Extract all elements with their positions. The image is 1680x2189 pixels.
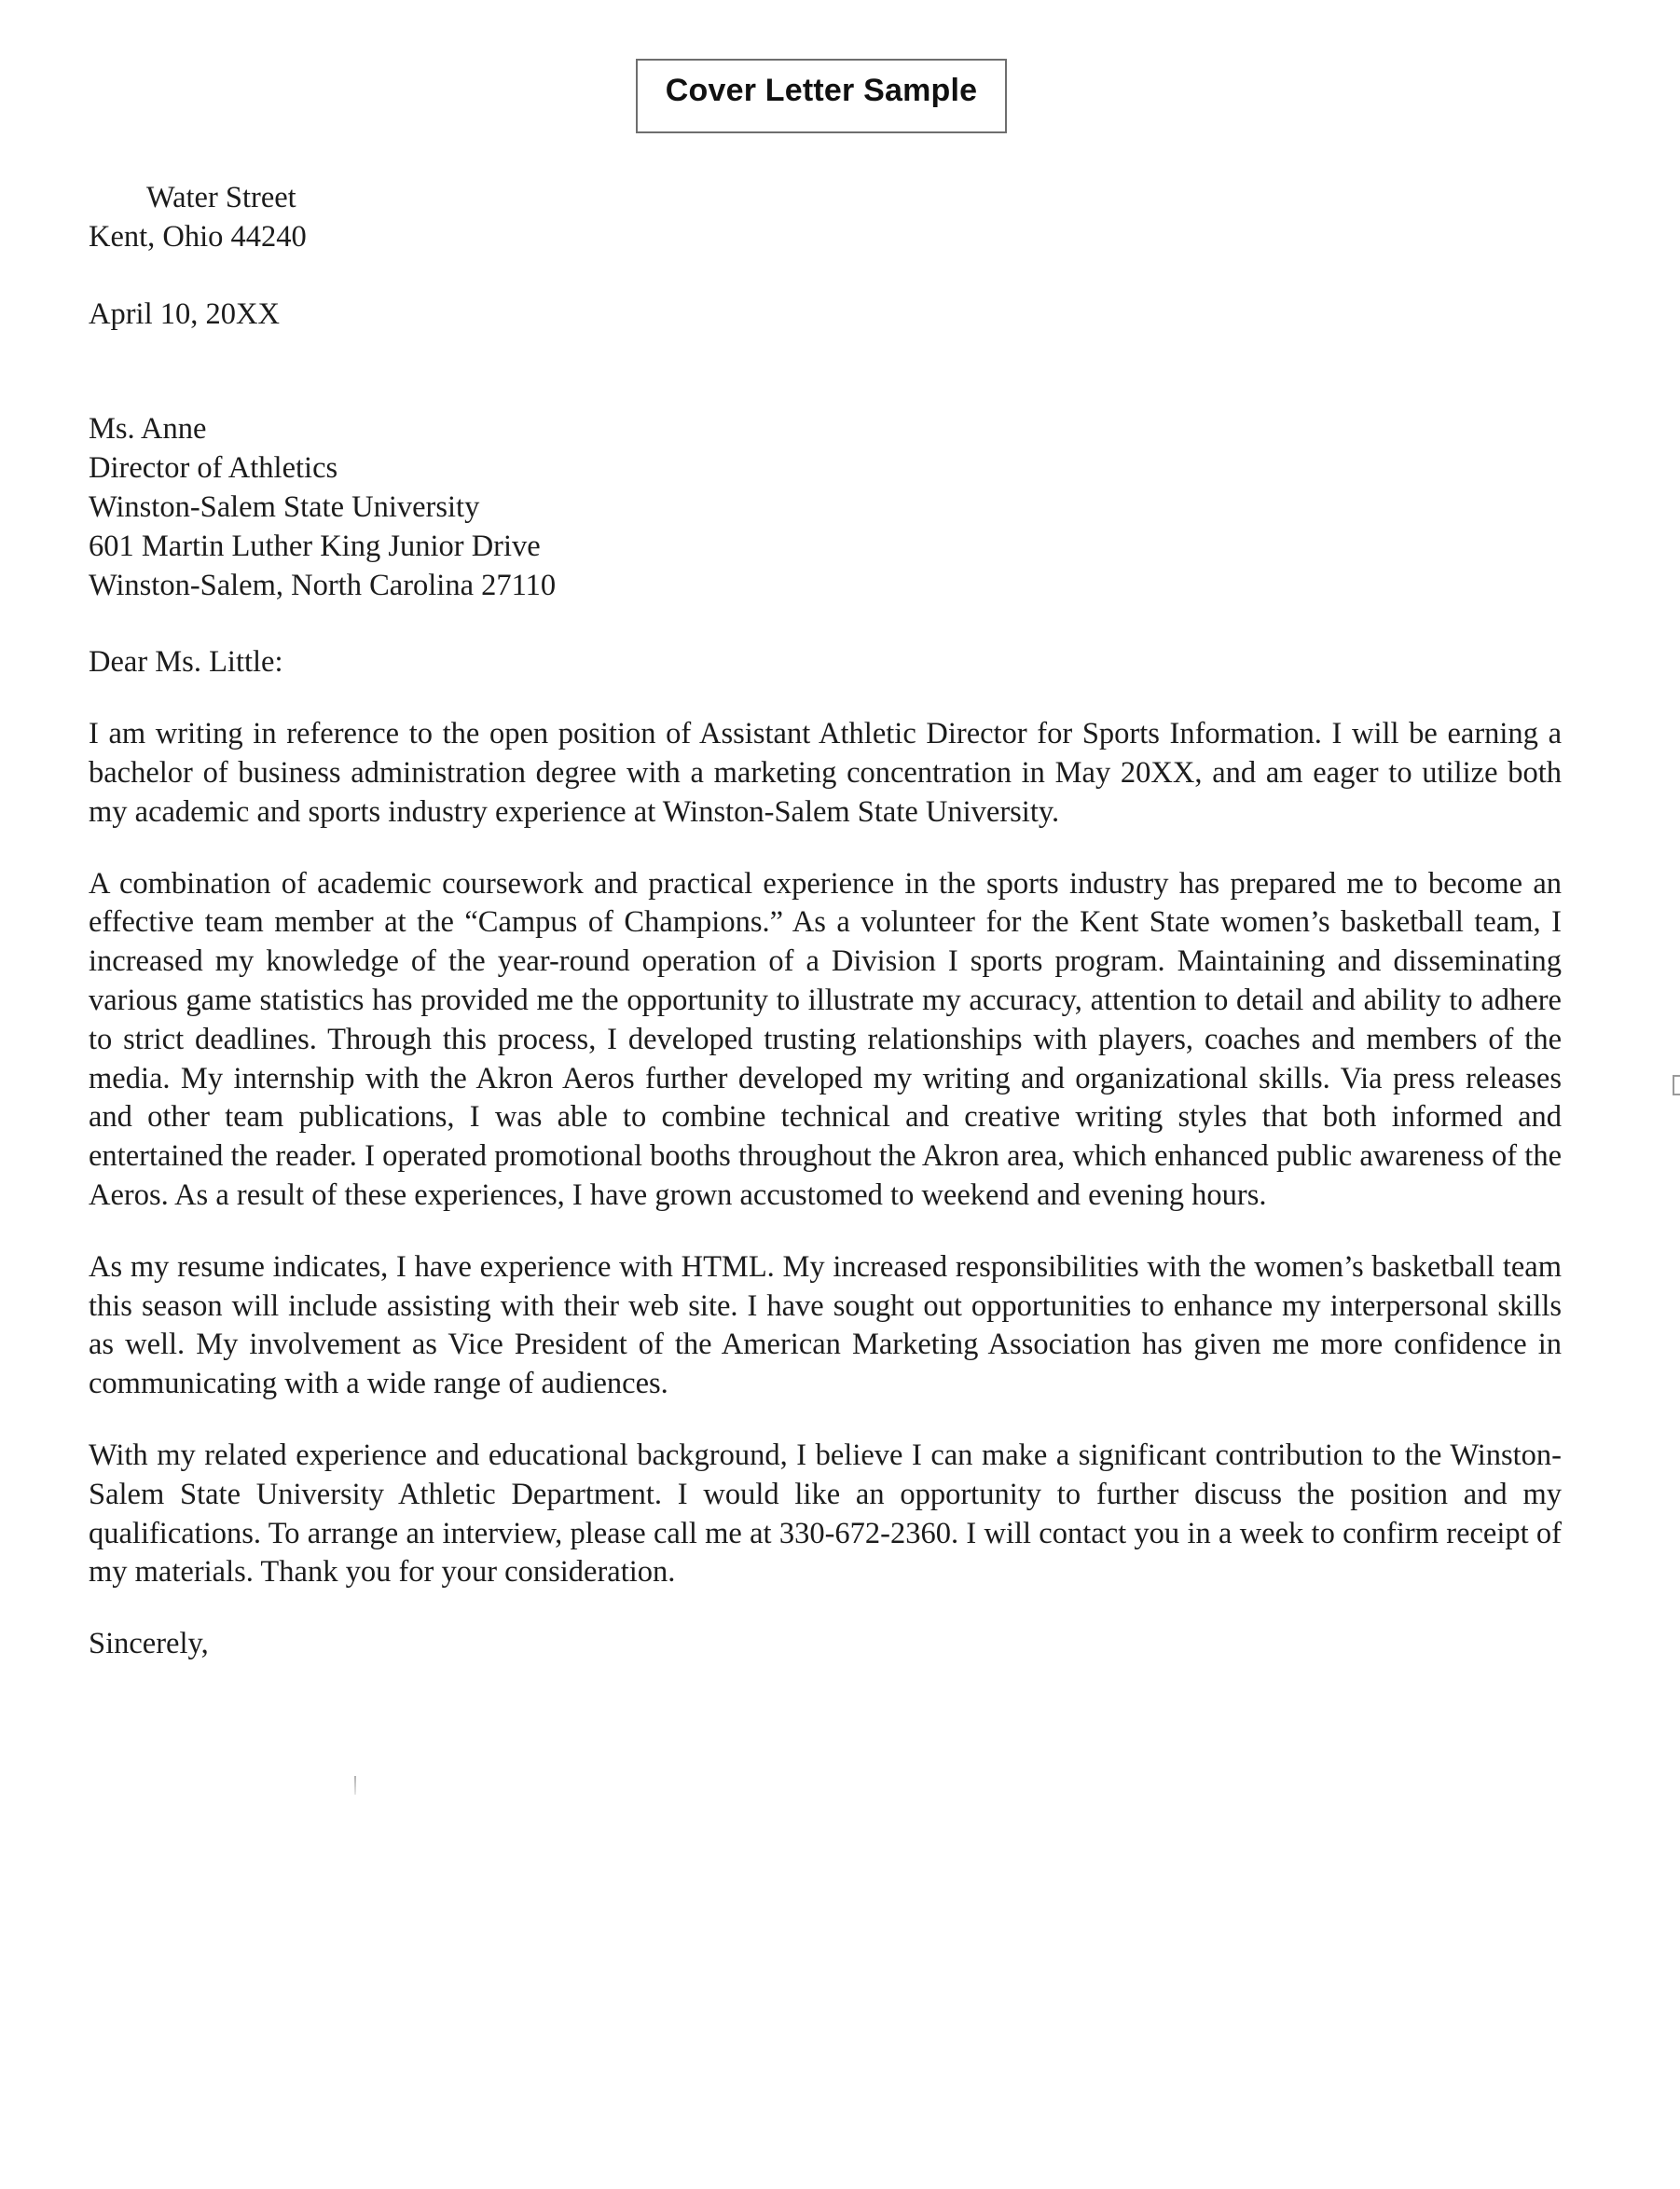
sender-city: Kent, Ohio 44240: [89, 219, 307, 254]
recipient-address: [89, 410, 1571, 605]
recipient-street: 601 Martin Luther King Junior Drive: [89, 529, 541, 563]
letter-date: April 10, 20XX: [89, 296, 280, 331]
body-paragraph-3: As my resume indicates, I have experience with HTML. My increased responsibilities with the women’s basketball team this season will include assisting with their web site. I have sought out opportunities to enhance my interpersonal skills as well. My involvement as Vice President of the American Marketing Association has given me more confidence in communicating with a wide range of audiences.: [89, 1249, 1562, 1401]
closing: Sincerely,: [89, 1627, 209, 1661]
body-paragraph-1: I am writing in reference to the open position of Assistant Athletic Director for Sports Information. I will be earning a bachelor of business administration degree with a marketing concentration in May 20XX, and am eager to utilize both my academic and sports industry experience at Winston-Salem State University.: [89, 717, 1562, 829]
sender-address: [89, 179, 1571, 257]
document-title: Cover Letter Sample: [665, 73, 978, 108]
title-box: [636, 59, 1007, 133]
letter-body: [89, 179, 1571, 1664]
recipient-city: Winston-Salem, North Carolina 27110: [89, 568, 557, 602]
page-edge-bracket-mark: [1673, 1075, 1680, 1095]
signature-tick-mark: [354, 1776, 356, 1795]
recipient-organization: Winston-Salem State University: [89, 489, 480, 524]
body-paragraph-2: A combination of academic coursework and practical experience in the sports industry has prepared me to become an effective team member at the “Campus of Champions.” As a volunteer for the Kent State women’s basketball team, I increased my knowledge of the year-round operation of a Division I sports program. Maintaining and disseminating various game statistics has provided me the opportunity to illustrate my accuracy, attention to detail and ability to adhere to strict deadlines. Through this process, I developed trusting relationships with players, coaches and members of the media. My internship with the Akron Aeros further developed my writing and organizational skills. Via press releases and other team publications, I was able to combine technical and creative writing styles that both informed and entertained the reader. I operated promotional booths throughout the Akron area, which enhanced public awareness of the Aeros. As a result of these experiences, I have grown accustomed to weekend and evening hours.: [89, 866, 1562, 1212]
recipient-title: Director of Athletics: [89, 451, 338, 486]
recipient-name: Ms. Anne: [89, 412, 207, 447]
salutation: Dear Ms. Little:: [89, 645, 283, 680]
sender-street: Water Street: [146, 181, 296, 214]
body-paragraph-4: With my related experience and educational background, I believe I can make a significant contribution to the Winston-Salem State University Athletic Department. I would like an opportunity to further discuss the position and my qualifications. To arrange an interview, please call me at 330-672-2360. I will contact you in a week to confirm receipt of my materials. Thank you for your consideration.: [89, 1438, 1562, 1590]
